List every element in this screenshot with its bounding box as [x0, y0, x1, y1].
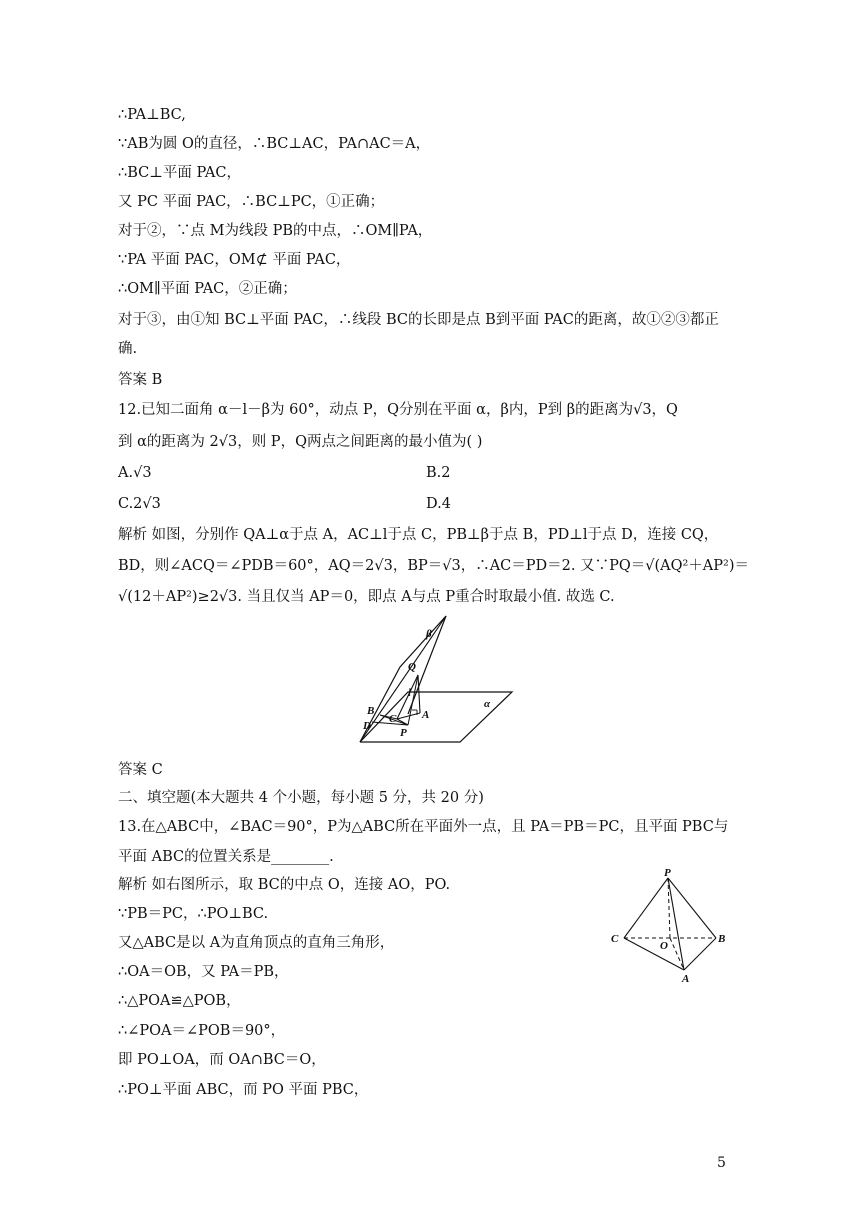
label-b: B [367, 705, 375, 717]
label-o2: O [660, 940, 668, 952]
option-a: A.√3 [118, 465, 152, 481]
label-d: D [363, 720, 371, 732]
line-8: 对于③，由①知 BC⊥平面 PAC，∴线段 BC的长即是点 B到平面 PAC的距离，故①②③都正 [118, 312, 719, 328]
section-heading: 二、填空题(本大题共 4 个小题，每小题 5 分，共 20 分) [118, 790, 484, 806]
solution-13-line-5: ∴△POA≌△POB， [118, 993, 241, 1009]
option-c: C.2√3 [118, 496, 161, 512]
option-b: B.2 [426, 465, 451, 481]
solution-12-line-1: 解析 如图，分别作 QA⊥α于点 A，AC⊥l于点 C，PB⊥β于点 B，PD⊥l于点 D，连接 CQ， [118, 527, 719, 543]
line-1: ∴PA⊥BC, [118, 107, 186, 123]
page-number: 5 [717, 1155, 726, 1171]
label-a2: A [682, 973, 690, 985]
solution-13-line-8: ∴PO⊥平面 ABC，而 PO 平面 PBC， [118, 1082, 369, 1098]
label-p2: P [664, 868, 671, 879]
line-5: 对于②，∵点 M为线段 PB的中点，∴OM∥PA， [118, 223, 433, 239]
solution-12-line-3: √(12＋AP²)≥2√3. 当且仅当 AP＝0，即点 A与点 P重合时取最小值. 故选 C. [118, 589, 615, 605]
solution-13-line-1: 解析 如右图所示，取 BC的中点 O，连接 AO，PO. [118, 877, 451, 893]
label-q: Q [408, 661, 416, 673]
line-6: ∵PA 平面 PAC，OM⊄ 平面 PAC， [118, 252, 351, 268]
solution-13-line-2: ∵PB＝PC，∴PO⊥BC. [118, 906, 269, 922]
q13-line-2: 平面 ABC的位置关系是________. [118, 849, 334, 865]
tetrahedron-figure [606, 868, 736, 988]
label-beta: β [426, 628, 432, 640]
label-b2: B [718, 933, 726, 945]
q12-line-1: 12.已知二面角 α－l－β为 60°，动点 P，Q分别在平面 α，β内，P到 β的距离为√3，Q [118, 402, 678, 418]
solution-13-line-6: ∴∠POA＝∠POB＝90°， [118, 1023, 286, 1039]
label-p: P [400, 727, 407, 739]
line-3: ∴BC⊥平面 PAC， [118, 165, 241, 181]
line-9: 确. [118, 341, 138, 357]
line-7: ∴OM∥平面 PAC，②正确； [118, 281, 297, 297]
solution-13-line-4: ∴OA＝OB，又 PA＝PB， [118, 964, 289, 980]
label-alpha: α [484, 698, 491, 710]
label-c: C [389, 713, 397, 725]
line-2: ∵AB为圆 O的直径，∴BC⊥AC，PA∩AC＝A， [118, 136, 431, 152]
dihedral-angle-figure [350, 612, 520, 747]
label-c2: C [611, 933, 619, 945]
q12-line-2: 到 α的距离为 2√3，则 P，Q两点之间距离的最小值为( ) [118, 434, 483, 450]
option-d: D.4 [426, 496, 451, 512]
solution-13-line-7: 即 PO⊥OA，而 OA∩BC＝O， [118, 1052, 326, 1068]
answer-12: 答案 C [118, 762, 163, 778]
answer-11: 答案 B [118, 372, 163, 388]
solution-12-line-2: BD，则∠ACQ＝∠PDB＝60°，AQ＝2√3，BP＝√3，∴AC＝PD＝2. 又∵PQ＝√(AQ²＋AP²)＝ [118, 558, 749, 574]
line-4: 又 PC 平面 PAC，∴BC⊥PC，①正确； [118, 194, 385, 210]
label-l: l [408, 687, 412, 699]
label-a: A [422, 709, 430, 721]
q13-line-1: 13.在△ABC中，∠BAC＝90°，P为△ABC所在平面外一点，且 PA＝PB＝PC，且平面 PBC与 [118, 819, 729, 835]
solution-13-line-3: 又△ABC是以 A为直角顶点的直角三角形， [118, 935, 395, 951]
